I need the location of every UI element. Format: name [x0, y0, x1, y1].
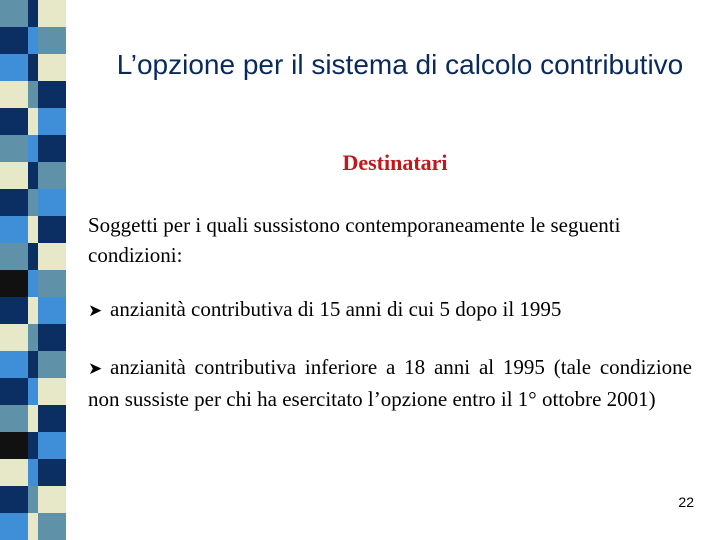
strip-tile [28, 324, 38, 351]
strip-row [0, 81, 66, 108]
strip-row [0, 243, 66, 270]
strip-tile [28, 378, 38, 405]
strip-row [0, 270, 66, 297]
strip-tile [0, 459, 28, 486]
strip-row [0, 162, 66, 189]
strip-tile [0, 54, 28, 81]
strip-row [0, 513, 66, 540]
strip-tile [28, 459, 38, 486]
section-subtitle: Destinatari [342, 150, 448, 175]
strip-tile [38, 378, 66, 405]
strip-tile [0, 486, 28, 513]
strip-tile [38, 81, 66, 108]
strip-row [0, 54, 66, 81]
strip-tile [38, 54, 66, 81]
strip-tile [28, 162, 38, 189]
strip-row [0, 351, 66, 378]
strip-tile [38, 243, 66, 270]
strip-tile [0, 351, 28, 378]
strip-row [0, 324, 66, 351]
strip-tile [0, 108, 28, 135]
strip-tile [38, 27, 66, 54]
strip-tile [28, 513, 38, 540]
strip-tile [28, 189, 38, 216]
strip-row [0, 459, 66, 486]
strip-tile [0, 27, 28, 54]
bullet-text-1: anzianità contributiva di 15 anni di cui 5 dopo il 1995 [110, 297, 562, 321]
strip-tile [0, 432, 28, 459]
strip-tile [28, 135, 38, 162]
strip-tile [0, 513, 28, 540]
strip-tile [28, 270, 38, 297]
strip-tile [38, 108, 66, 135]
page-number: 22 [678, 494, 694, 510]
strip-tile [38, 459, 66, 486]
strip-tile [38, 432, 66, 459]
decorative-side-strip [0, 0, 66, 540]
strip-row [0, 216, 66, 243]
strip-tile [38, 297, 66, 324]
strip-tile [38, 351, 66, 378]
slide-title: L’opzione per il sistema di calcolo contributivo [116, 49, 684, 80]
strip-tile [0, 270, 28, 297]
strip-tile [38, 162, 66, 189]
strip-row [0, 405, 66, 432]
strip-tile [38, 270, 66, 297]
strip-tile [38, 216, 66, 243]
strip-tile [38, 0, 66, 27]
strip-tile [28, 108, 38, 135]
strip-row [0, 297, 66, 324]
strip-tile [0, 324, 28, 351]
strip-tile [0, 405, 28, 432]
strip-row [0, 378, 66, 405]
strip-row [0, 486, 66, 513]
bullet-text-2: anzianità contributiva inferiore a 18 anni al 1995 (tale condizione non sussiste per chi ha esercitato l’opzione entro il 1° ottobre 2001) [88, 355, 692, 411]
strip-tile [28, 351, 38, 378]
strip-tile [28, 0, 38, 27]
strip-tile [0, 0, 28, 27]
strip-tile [28, 486, 38, 513]
strip-row [0, 135, 66, 162]
arrow-right-icon: ➤ [88, 301, 103, 321]
strip-tile [0, 378, 28, 405]
strip-tile [28, 81, 38, 108]
strip-tile [38, 189, 66, 216]
strip-tile [0, 189, 28, 216]
bullet-item-2 [88, 352, 692, 414]
strip-tile [38, 513, 66, 540]
arrow-right-icon: ➤ [88, 359, 103, 379]
bullet-item-1 [88, 294, 692, 326]
strip-tile [28, 27, 38, 54]
strip-tile [28, 243, 38, 270]
strip-tile [0, 162, 28, 189]
strip-row [0, 108, 66, 135]
strip-tile [28, 54, 38, 81]
strip-tile [0, 243, 28, 270]
strip-tile [0, 81, 28, 108]
strip-tile [38, 486, 66, 513]
strip-tile [28, 297, 38, 324]
strip-row [0, 189, 66, 216]
intro-paragraph: Soggetti per i quali sussistono contemporaneamente le seguenti condizioni: [88, 213, 621, 267]
strip-tile [0, 216, 28, 243]
strip-tile [28, 216, 38, 243]
strip-tile [0, 297, 28, 324]
strip-tile [38, 135, 66, 162]
strip-row [0, 0, 66, 27]
strip-row [0, 432, 66, 459]
strip-tile [0, 135, 28, 162]
strip-tile [28, 405, 38, 432]
strip-tile [38, 405, 66, 432]
strip-row [0, 27, 66, 54]
strip-tile [28, 432, 38, 459]
strip-tile [38, 324, 66, 351]
